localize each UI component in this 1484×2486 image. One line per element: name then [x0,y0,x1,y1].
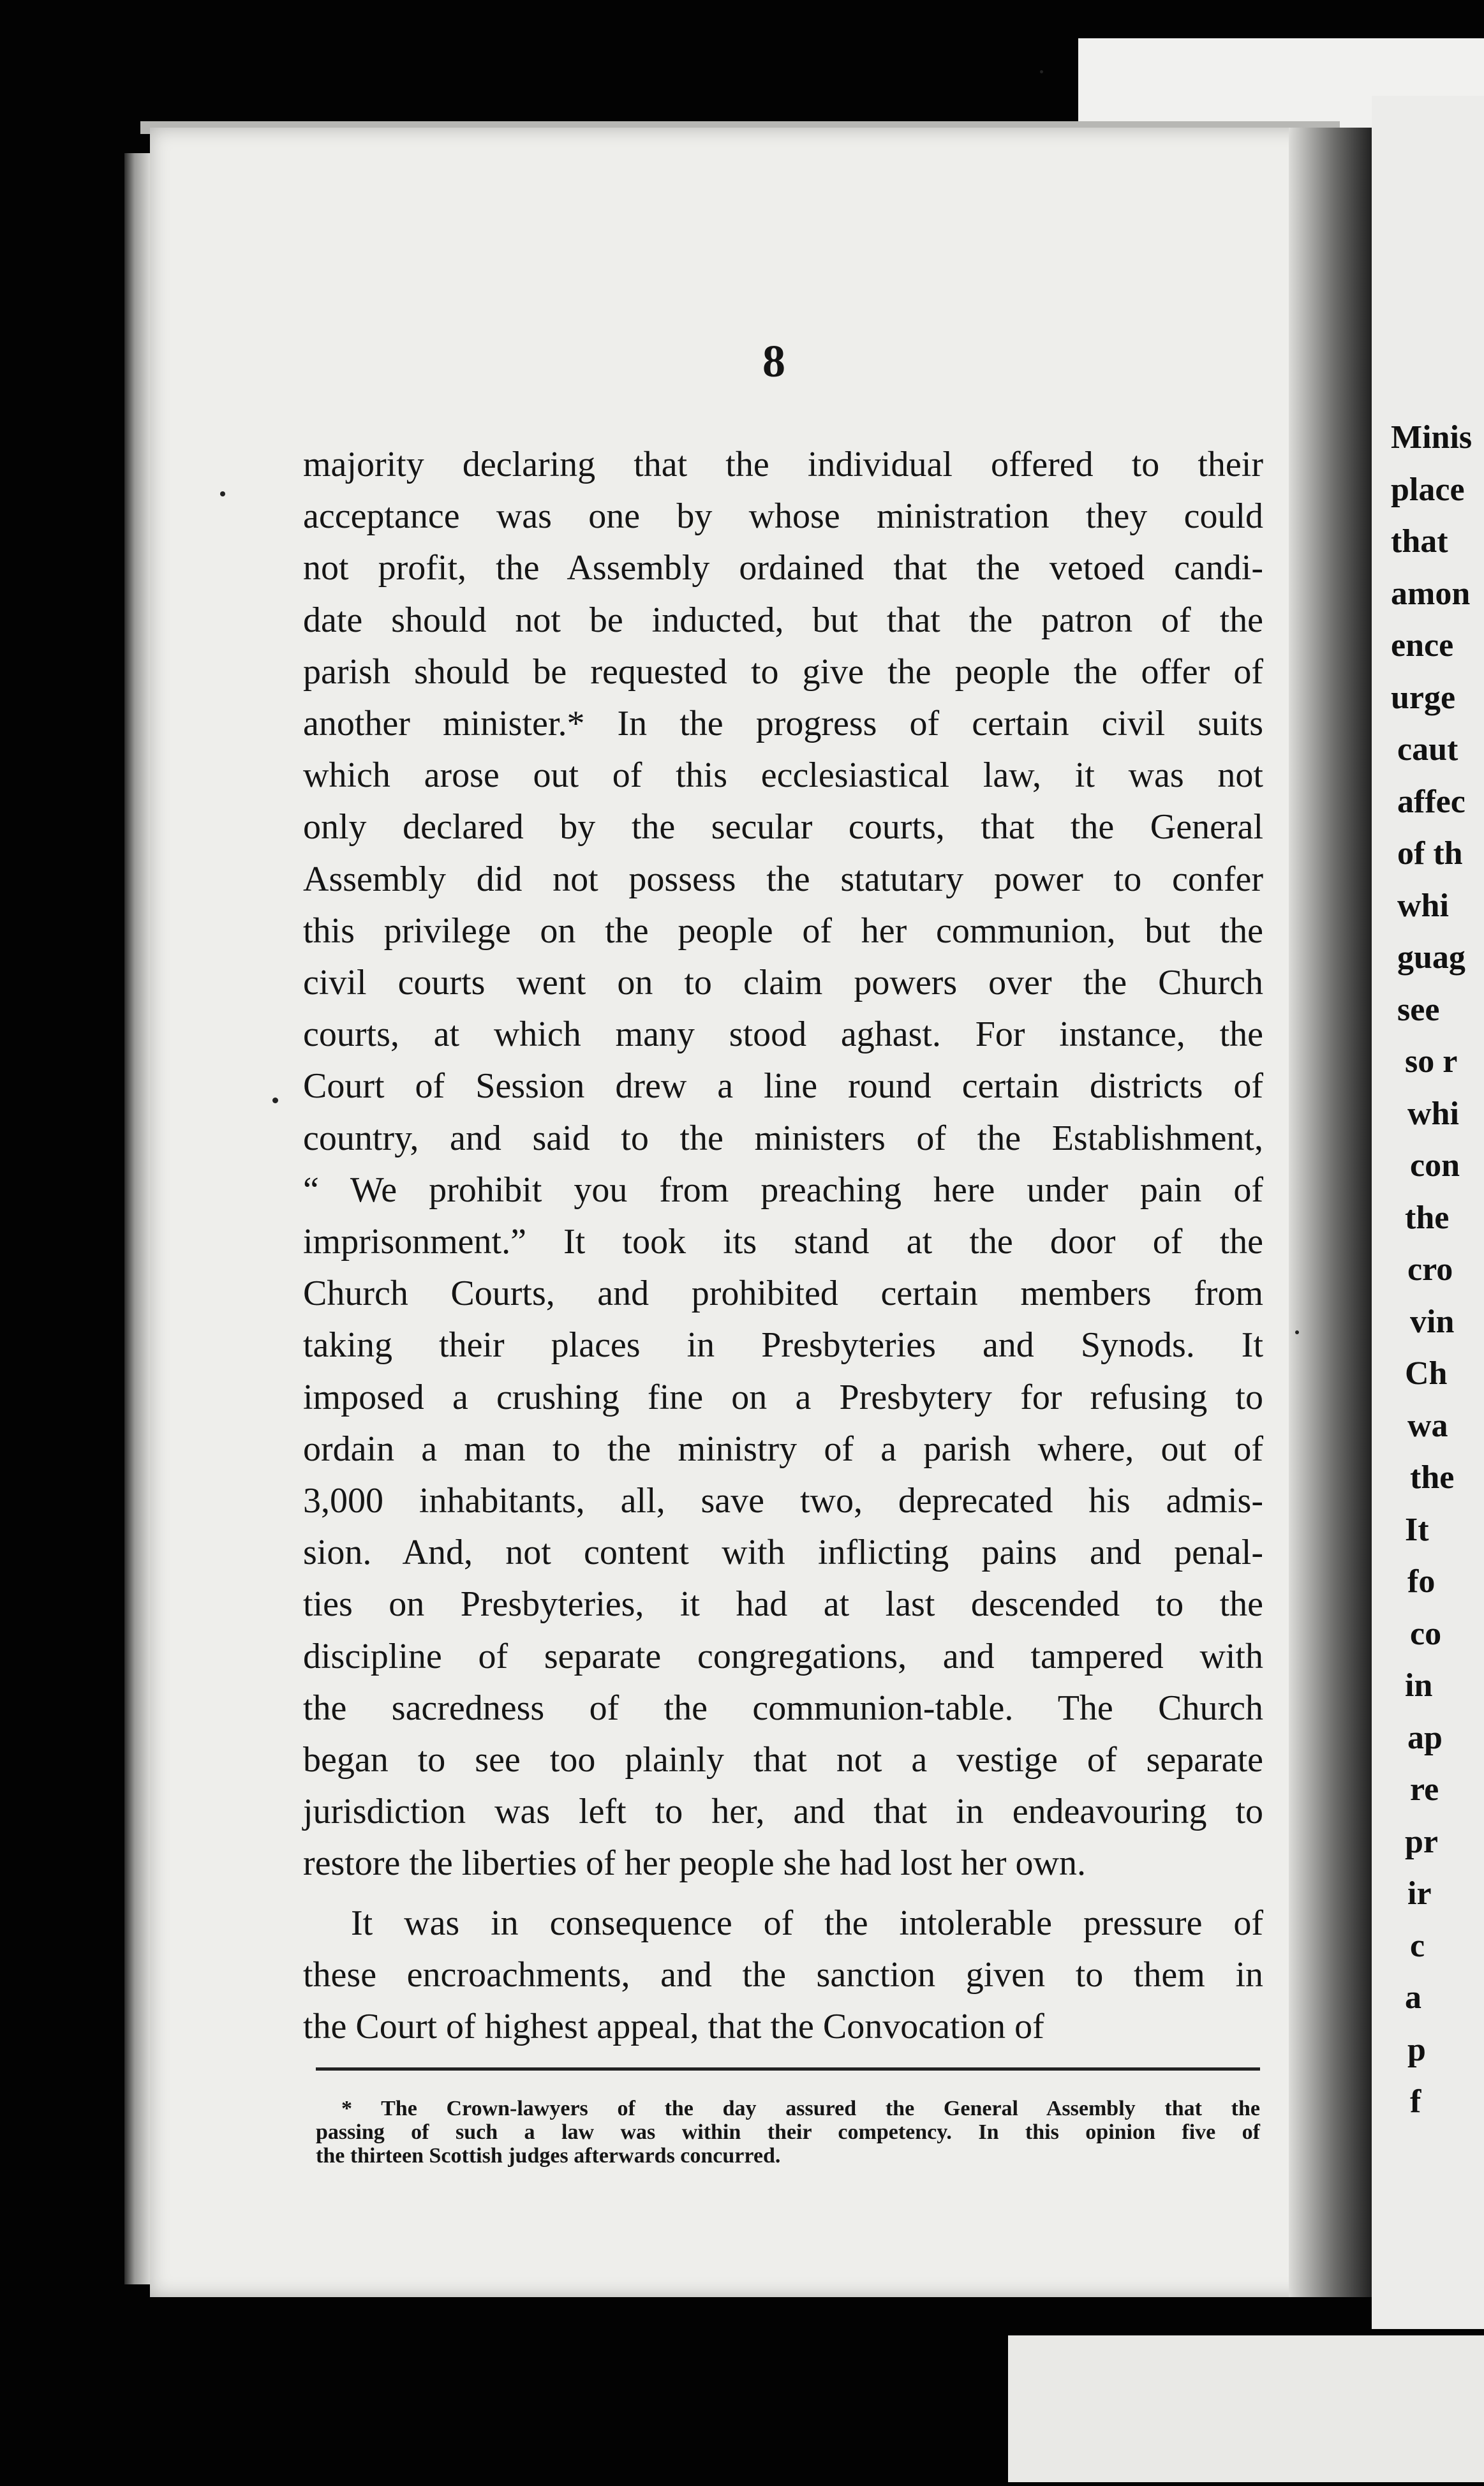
body-text-line: “ We prohibit you from preaching here under pain of [303,1170,1263,1210]
facing-page-fragment: whi [1407,1095,1459,1132]
footnote-line: passing of such a law was within their competency. In this opinion five of [316,2120,1260,2144]
body-text-line: which arose out of this ecclesiastical law, it was not [303,755,1263,796]
book-gutter-shadow [1289,128,1372,2297]
facing-page-fragment: Ch [1405,1355,1448,1392]
body-text-line: acceptance was one by whose ministration they could [303,496,1263,537]
body-text-line: Assembly did not possess the statutary power to confer [303,859,1263,899]
body-text-line: discipline of separate congregations, and tampered with [303,1636,1263,1676]
facing-page-fragment: It [1405,1511,1429,1548]
facing-page-fragment: cro [1407,1251,1453,1288]
body-text-line: imposed a crushing fine on a Presbytery for refusing to [303,1377,1263,1417]
ink-speck [1040,70,1043,73]
body-text-line: date should not be inducted, but that the patron of the [303,600,1263,640]
body-text-line: Church Courts, and prohibited certain members from [303,1274,1263,1314]
body-text-line: parish should be requested to give the people the offer of [303,651,1263,692]
facing-page-fragment: p [1407,2031,1426,2068]
body-text-line: It was in consequence of the intolerable pressure of [351,1903,1263,1943]
facing-page-fragment: pr [1405,1823,1438,1860]
body-text-line: restore the liberties of her people she had lost her own. [303,1843,1086,1884]
body-text-line: the Court of highest appeal, that the Convocation of [303,2007,1044,2046]
facing-page-fragment: wa [1407,1407,1448,1444]
facing-page-fragment: ence [1391,627,1454,664]
facing-page-fragment: ap [1407,1719,1443,1756]
facing-page-fragment: the [1410,1459,1455,1496]
facing-page-fragment: that [1391,523,1448,560]
next-leaf-edge-bottom [1008,2335,1484,2482]
page-left-edge [124,153,150,2284]
facing-page-fragment: fo [1407,1563,1436,1600]
body-text-line: sion. And, not content with inflicting pains and penal- [303,1533,1263,1573]
facing-page-fragment: Minis [1391,419,1473,456]
facing-page-fragment: of th [1397,835,1463,872]
body-text-line: only declared by the secular courts, that the General [303,807,1263,847]
ink-speck [1295,1330,1299,1334]
ink-speck [220,491,225,496]
body-text-line: ordain a man to the ministry of a parish where, out of [303,1429,1263,1469]
facing-page-fragment: guag [1397,939,1465,976]
facing-page-sliver [1372,96,1484,2329]
footnote-rule [316,2067,1260,2071]
body-text-line: not profit, the Assembly ordained that the vetoed candi- [303,548,1263,588]
facing-page-fragment: place [1391,471,1465,508]
facing-page-fragment: vin [1410,1303,1455,1340]
body-text-line: Court of Session drew a line round certain districts of [303,1066,1263,1106]
body-text-line: courts, at which many stood aghast. For instance, the [303,1015,1263,1055]
body-text-line: another minister.* In the progress of certain civil suits [303,704,1263,743]
body-text-line: civil courts went on to claim powers over the Church [303,963,1263,1002]
facing-page-fragment: co [1410,1615,1442,1652]
body-text-line: ties on Presbyteries, it had at last descended to the [303,1584,1263,1625]
facing-page-fragment: caut [1397,731,1458,768]
facing-page-fragment: ir [1407,1875,1432,1912]
ink-speck [272,1098,278,1103]
body-text-line: began to see too plainly that not a vestige of separate [303,1740,1263,1780]
facing-page-fragment: amon [1391,575,1471,612]
facing-page-fragment: see [1397,991,1440,1028]
facing-page-fragment: affec [1397,783,1465,820]
facing-page-fragment: con [1410,1147,1460,1184]
facing-page-fragment: re [1410,1771,1439,1808]
body-text-line: 3,000 inhabitants, all, save two, deprecated his admis- [303,1481,1263,1521]
facing-page-fragment: the [1405,1199,1450,1236]
facing-page-fragment: whi [1397,887,1449,924]
page-number: 8 [762,336,785,387]
facing-page-fragment: in [1405,1667,1433,1704]
facing-page-fragment: f [1410,2083,1421,2120]
footnote-line: * The Crown-lawyers of the day assured the General Assembly that the [341,2097,1260,2120]
facing-page-fragment: c [1410,1927,1425,1964]
footnote-line: the thirteen Scottish judges afterwards concurred. [316,2144,781,2168]
body-text-line: imprisonment.” It took its stand at the door of the [303,1222,1263,1262]
body-text-line: these encroachments, and the sanction given to them in [303,1954,1263,1995]
body-text-line: this privilege on the people of her communion, but the [303,911,1263,951]
facing-page-fragment: urge [1391,679,1456,716]
body-text-line: majority declaring that the individual offered to their [303,445,1263,484]
body-text-line: the sacredness of the communion-table. The Church [303,1688,1263,1728]
body-text-line: taking their places in Presbyteries and Synods. It [303,1325,1263,1366]
facing-page-fragment: so r [1405,1043,1458,1080]
body-text-line: jurisdiction was left to her, and that in endeavouring to [303,1792,1263,1832]
body-text-line: country, and said to the ministers of the Establishment, [303,1118,1263,1158]
facing-page-fragment: a [1405,1979,1421,2016]
